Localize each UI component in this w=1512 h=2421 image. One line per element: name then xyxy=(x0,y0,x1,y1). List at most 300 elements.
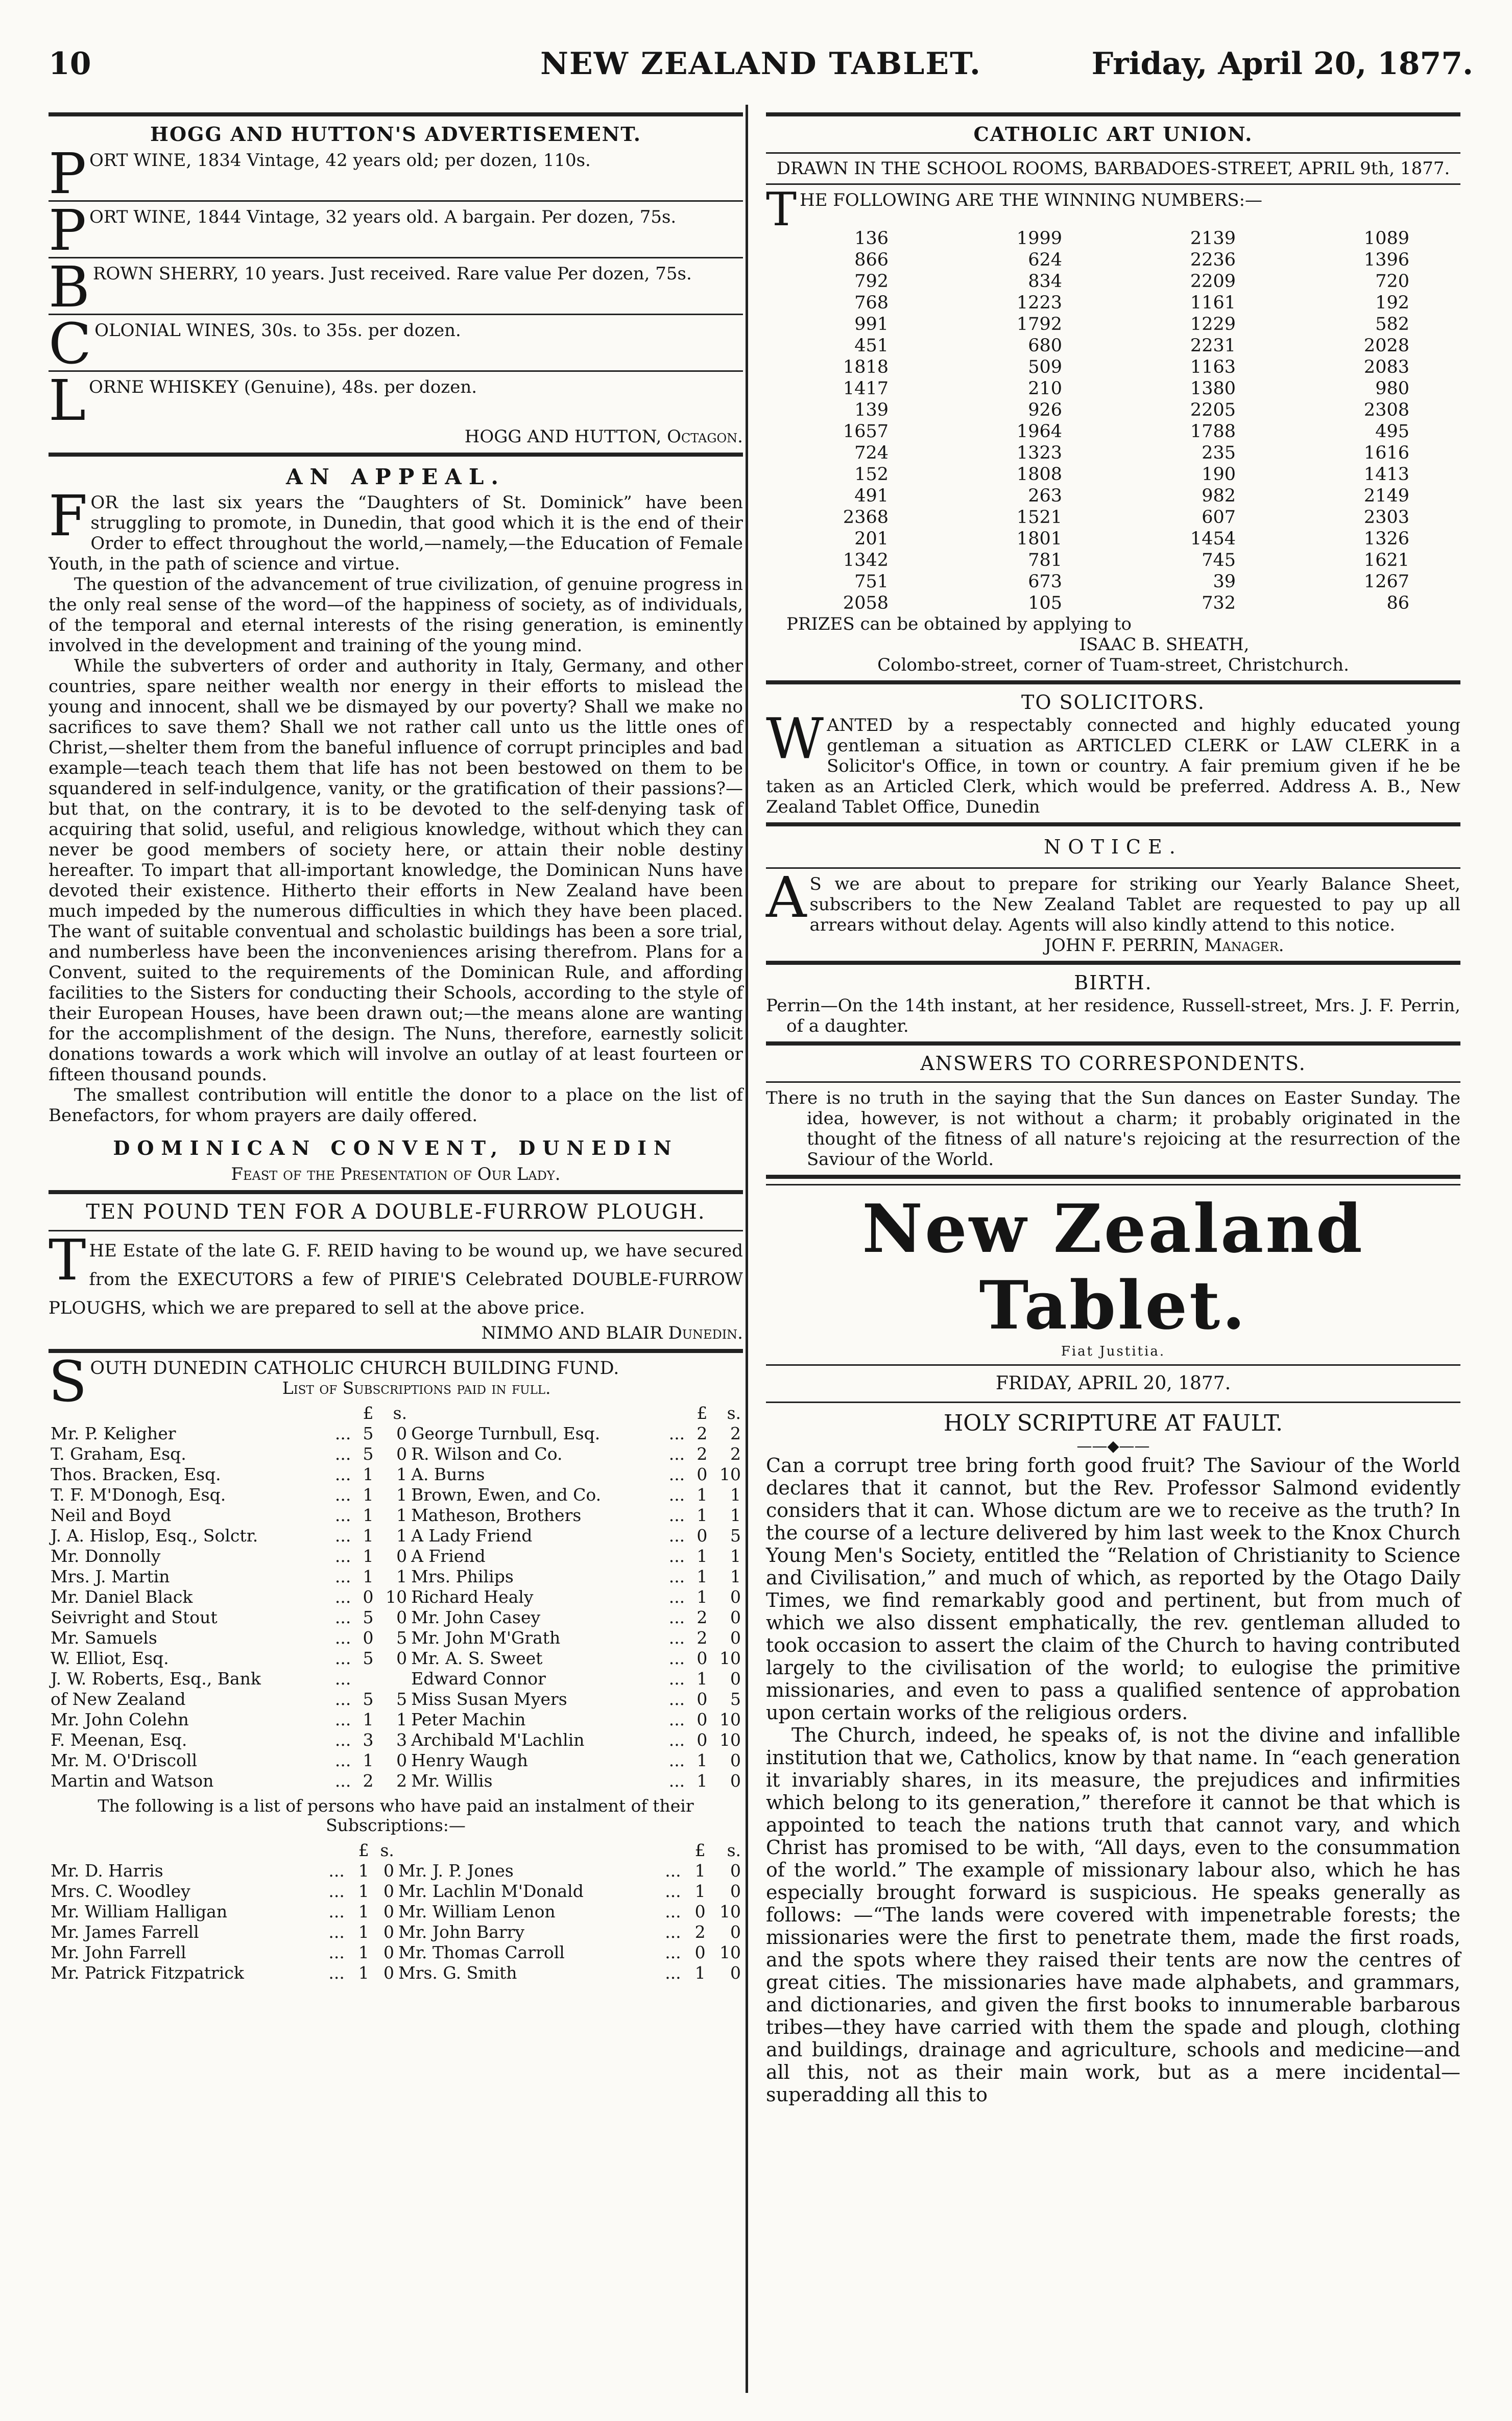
amount-pounds: 3 xyxy=(363,1730,374,1750)
subscriber-name: George Turnbull, Esq. xyxy=(411,1423,601,1443)
amount-shillings: 0 xyxy=(396,1546,407,1566)
subscriber-name: Mrs. J. Martin xyxy=(51,1566,170,1586)
winning-number: 451 xyxy=(854,336,889,356)
winning-number: 2231 xyxy=(1190,336,1236,356)
amount-shillings: 0 xyxy=(396,1423,407,1443)
ad-rule xyxy=(766,1402,1460,1403)
leader-dots: ... xyxy=(328,1881,345,1901)
hogg-hutton-advertisement xyxy=(49,122,743,447)
leader-dots: ... xyxy=(334,1648,351,1668)
subscriber-name: Peter Machin xyxy=(411,1710,526,1729)
table-row xyxy=(49,1423,743,1444)
amount-pounds: 2 xyxy=(697,1444,708,1464)
amount-shillings: 1 xyxy=(396,1464,407,1484)
winning-number: 1229 xyxy=(1190,314,1236,335)
amount-shillings: 1 xyxy=(730,1485,741,1505)
drop-cap: F xyxy=(49,483,88,549)
amount-shillings: 10 xyxy=(719,1942,741,1962)
page-header xyxy=(49,46,1473,94)
ad-port-1844 xyxy=(49,198,743,263)
leader-dots: ... xyxy=(668,1648,685,1668)
winning-number: 724 xyxy=(854,443,889,463)
leader-dots: ... xyxy=(328,1963,345,1983)
amount-pounds: 0 xyxy=(697,1689,708,1709)
winning-number: 1454 xyxy=(1190,529,1236,549)
subscriber-name: Mr. John Farrell xyxy=(51,1942,186,1962)
table-row xyxy=(766,507,1460,528)
leader-dots: ... xyxy=(665,1902,681,1921)
instalment-intro: The following is a list of persons who have paid an instalment of their Subscriptions:— xyxy=(98,1796,694,1835)
amount-shillings: 0 xyxy=(396,1607,407,1627)
leader-dots: ... xyxy=(334,1526,351,1546)
table-row xyxy=(49,1464,743,1485)
plough-advertisement xyxy=(49,1199,743,1344)
section-rule xyxy=(766,961,1460,965)
winning-number: 136 xyxy=(854,228,889,249)
amount-shillings: 0 xyxy=(396,1444,407,1464)
appeal-paragraph: The question of the advancement of true civilization, of genuine progress in the only real sense of the word—of the happiness of society, as of individuals, of the temporal and eternal interests of the rising generation, is eminently involved in the development and training of the young mind. xyxy=(49,574,743,656)
appeal-section xyxy=(49,462,743,1185)
table-row xyxy=(766,550,1460,571)
subscriber-name: Mr. John M'Grath xyxy=(411,1628,561,1648)
tablet-masthead: New Zealand Tablet. xyxy=(862,1190,1364,1344)
winning-number: 680 xyxy=(1028,336,1062,356)
drop-cap: L xyxy=(49,368,86,433)
table-row xyxy=(49,1750,743,1771)
winning-number: 673 xyxy=(1028,572,1062,592)
amount-shillings: 5 xyxy=(730,1689,741,1709)
right-column xyxy=(766,107,1460,2106)
page-number: 10 xyxy=(49,46,91,82)
table-row xyxy=(49,1444,743,1464)
prizes-text: PRIZES can be obtained by applying to xyxy=(786,614,1132,634)
amount-shillings: 5 xyxy=(730,1526,741,1546)
subscriber-name: Mr. John Casey xyxy=(411,1607,541,1627)
subscriber-name: of New Zealand xyxy=(51,1689,186,1709)
table-row xyxy=(49,1963,743,1983)
currency-header-row xyxy=(49,1840,743,1861)
subscriber-name: Mr. John Barry xyxy=(398,1922,525,1942)
amount-shillings: 1 xyxy=(396,1566,407,1586)
hogg-hutton-title: HOGG AND HUTTON'S ADVERTISEMENT. xyxy=(150,123,641,146)
winning-number: 39 xyxy=(1213,572,1236,592)
winning-number: 201 xyxy=(854,529,889,549)
leader-dots: ... xyxy=(668,1750,685,1770)
leader-dots: ... xyxy=(334,1628,351,1648)
winning-number: 1621 xyxy=(1363,550,1409,571)
subscriber-name: Mrs. C. Woodley xyxy=(51,1881,190,1901)
currency-shillings: s. xyxy=(393,1403,407,1423)
drop-cap: A xyxy=(766,865,807,930)
winning-number: 2236 xyxy=(1190,250,1236,270)
subscriber-name: R. Wilson and Co. xyxy=(411,1444,563,1464)
editorial-paragraph: The Church, indeed, he speaks of, is not the divine and infallible institution that we, Catholics, know by that name. In “each generation it invariably shares, in its measure, the prejudices and infirmities which belong to its generation,” therefore it cannot be that which is appointed to teach the nations truth that cannot vary, and which Christ has promised to be with, “All days, even to the consummation of the world.” The example of missionary labour also, which he has especially brought forward is suspicious. He speaks generally as follows: —“The lands were covered with impenetrable forests; the missionaries were the first to penetrate them, made the first roads, and the spots where they raised their tents are now the centres of great cities. The missionaries have made alphabets, and grammars, and dictionaries, and given the first books to innumerable barbarous tribes—they have carried with them the spade and plough, clothing and buildings, drainage and agriculture, schools and medicine—and all this, not as their main work, but as a mere incidental—superadding all this to xyxy=(766,1724,1460,2106)
leader-dots: ... xyxy=(668,1628,685,1648)
amount-shillings: 0 xyxy=(730,1669,741,1689)
table-row xyxy=(49,1902,743,1922)
amount-shillings: 0 xyxy=(730,1963,741,1983)
subscriber-name: Mr. Willis xyxy=(411,1771,493,1791)
amount-shillings: 1 xyxy=(730,1505,741,1525)
table-row xyxy=(766,378,1460,399)
winning-number: 1808 xyxy=(1016,464,1062,485)
winning-number: 1792 xyxy=(1016,314,1062,335)
winning-number: 866 xyxy=(854,250,889,270)
subscriber-name: Miss Susan Myers xyxy=(411,1689,567,1709)
leader-dots: ... xyxy=(668,1566,685,1586)
winning-number: 1163 xyxy=(1190,357,1236,377)
leader-dots: ... xyxy=(668,1485,685,1505)
winning-number: 2083 xyxy=(1363,357,1409,377)
amount-pounds: 0 xyxy=(363,1587,374,1607)
subscriber-name: A Lady Friend xyxy=(411,1526,533,1546)
subscriber-name: W. Elliot, Esq. xyxy=(51,1648,169,1668)
amount-pounds: 1 xyxy=(358,1861,369,1881)
appeal-feast: Feast of the Presentation of Our Lady. xyxy=(231,1164,561,1184)
leader-dots: ... xyxy=(668,1771,685,1791)
solicitors-section xyxy=(766,690,1460,817)
table-row xyxy=(766,357,1460,378)
ad-text: ORT WINE, 1844 Vintage, 32 years old. A bargain. Per dozen, 75s. xyxy=(89,207,677,227)
ad-text: OLONIAL WINES, 30s. to 35s. per dozen. xyxy=(94,320,461,341)
amount-pounds: 2 xyxy=(697,1607,708,1627)
subscriber-name: A Friend xyxy=(411,1546,486,1566)
winning-number: 139 xyxy=(854,400,889,420)
leader-dots: ... xyxy=(328,1942,345,1962)
leader-dots: ... xyxy=(334,1669,351,1689)
winning-number: 509 xyxy=(1028,357,1062,377)
header-rule xyxy=(49,112,743,116)
amount-shillings: 3 xyxy=(396,1730,407,1750)
table-row xyxy=(766,485,1460,507)
winning-number: 792 xyxy=(854,271,889,292)
table-row xyxy=(49,1922,743,1942)
ad-lorne-whiskey xyxy=(49,368,743,433)
table-row xyxy=(766,528,1460,550)
plough-signature: NIMMO AND BLAIR Dunedin. xyxy=(481,1323,743,1343)
amount-pounds: 1 xyxy=(363,1464,374,1484)
currency-pounds: £ xyxy=(363,1403,374,1423)
drop-cap: T xyxy=(766,183,797,236)
amount-shillings: 2 xyxy=(396,1771,407,1791)
winning-number: 1657 xyxy=(843,421,889,442)
amount-pounds: 0 xyxy=(694,1902,706,1921)
subscriber-name: J. A. Hislop, Esq., Solctr. xyxy=(51,1526,258,1546)
table-row xyxy=(49,1526,743,1546)
amount-shillings: 10 xyxy=(719,1710,741,1729)
table-row xyxy=(49,1710,743,1730)
amount-pounds: 1 xyxy=(358,1963,369,1983)
leader-dots: ... xyxy=(334,1730,351,1750)
subscriber-name: Neil and Boyd xyxy=(51,1505,172,1525)
hogg-hutton-signature: HOGG AND HUTTON, Octagon. xyxy=(464,426,743,447)
leader-dots: ... xyxy=(328,1902,345,1921)
winning-number: 1417 xyxy=(843,378,889,399)
tablet-date: FRIDAY, APRIL 20, 1877. xyxy=(995,1373,1231,1394)
subscriber-name: Matheson, Brothers xyxy=(411,1505,582,1525)
amount-pounds: 1 xyxy=(694,1963,706,1983)
amount-pounds: 0 xyxy=(697,1648,708,1668)
birth-title: BIRTH. xyxy=(1074,971,1153,994)
amount-pounds: 1 xyxy=(697,1750,708,1770)
winning-number: 1323 xyxy=(1016,443,1062,463)
section-rule xyxy=(766,822,1460,826)
table-row xyxy=(766,249,1460,271)
winning-number: 1326 xyxy=(1363,529,1409,549)
amount-shillings: 1 xyxy=(396,1485,407,1505)
table-row xyxy=(49,1771,743,1791)
drop-cap: B xyxy=(49,254,90,320)
amount-shillings: 0 xyxy=(730,1881,741,1901)
subscription-rows xyxy=(49,1423,743,1791)
amount-shillings: 2 xyxy=(730,1423,741,1443)
section-rule xyxy=(766,1184,1460,1185)
amount-shillings: 0 xyxy=(396,1750,407,1770)
amount-shillings: 0 xyxy=(383,1902,394,1921)
table-row xyxy=(49,1587,743,1607)
drop-cap: W xyxy=(766,706,824,771)
leader-dots: ... xyxy=(334,1423,351,1443)
winning-number: 1818 xyxy=(843,357,889,377)
ad-text: ORNE WHISKEY (Genuine), 48s. per dozen. xyxy=(89,377,477,397)
amount-shillings: 0 xyxy=(730,1607,741,1627)
solicitors-text: ANTED by a respectably connected and highly educated young gentleman a situation as ARTICLED CLERK or LAW CLERK in a Solicitor's Office, in town or country. A fair premium given if he be taken as an Articled Clerk, which would be preferred. Address A. B., New Zealand Tablet Office, Dunedin xyxy=(766,715,1460,817)
subscriber-name: Edward Connor xyxy=(411,1669,546,1689)
leader-dots: ... xyxy=(334,1587,351,1607)
amount-shillings: 0 xyxy=(730,1922,741,1942)
leader-dots: ... xyxy=(668,1526,685,1546)
amount-pounds: 1 xyxy=(363,1710,374,1729)
winning-number: 1396 xyxy=(1363,250,1409,270)
subscriber-name: Mrs. Philips xyxy=(411,1566,514,1586)
winning-number: 1161 xyxy=(1190,293,1236,313)
amount-pounds: 1 xyxy=(697,1485,708,1505)
winning-number: 2058 xyxy=(843,593,889,613)
leader-dots: ... xyxy=(668,1669,685,1689)
winning-number: 1521 xyxy=(1016,507,1062,528)
leader-dots: ... xyxy=(334,1444,351,1464)
appeal-paragraph: OR the last six years the “Daughters of St. Dominick” have been struggling to promote, in Dunedin, that good which it is the end of their Order to effect throughout the world,—namely,—the Education of Female Youth, in the path of science and virtue. xyxy=(49,492,743,574)
section-rule xyxy=(766,1041,1460,1046)
building-fund-section xyxy=(49,1349,743,1983)
leader-dots: ... xyxy=(668,1423,685,1443)
leader-dots: ... xyxy=(665,1942,681,1962)
ad-rule xyxy=(766,867,1460,869)
winning-number: 152 xyxy=(854,464,889,485)
amount-pounds: 0 xyxy=(694,1942,706,1962)
table-row xyxy=(49,1689,743,1710)
winning-numbers xyxy=(766,228,1460,614)
amount-shillings: 0 xyxy=(383,1963,394,1983)
ad-rule xyxy=(49,257,743,258)
winning-number: 768 xyxy=(854,293,889,313)
amount-pounds: 1 xyxy=(363,1546,374,1566)
amount-pounds: 1 xyxy=(697,1771,708,1791)
leader-dots: ... xyxy=(334,1546,351,1566)
amount-pounds: 1 xyxy=(358,1922,369,1942)
ad-text: ROWN SHERRY, 10 years. Just received. Rare value Per dozen, 75s. xyxy=(92,264,692,284)
subscriber-name: Mr. Samuels xyxy=(51,1628,157,1648)
winning-number: 2139 xyxy=(1190,228,1236,249)
ad-port-1834 xyxy=(49,141,743,206)
section-rule xyxy=(766,680,1460,684)
amount-shillings: 10 xyxy=(719,1464,741,1484)
subscriber-name: Seivright and Stout xyxy=(51,1607,218,1627)
amount-pounds: 0 xyxy=(697,1526,708,1546)
subscriber-name: Mr. Lachlin M'Donald xyxy=(398,1881,584,1901)
amount-pounds: 2 xyxy=(694,1922,706,1942)
winning-number: 495 xyxy=(1375,421,1409,442)
winning-number: 1413 xyxy=(1363,464,1409,485)
subscriber-name: Mr. M. O'Driscoll xyxy=(51,1750,197,1770)
amount-pounds: 1 xyxy=(694,1861,706,1881)
amount-shillings: 0 xyxy=(730,1771,741,1791)
amount-shillings: 0 xyxy=(730,1861,741,1881)
leader-dots: ... xyxy=(668,1710,685,1729)
leader-dots: ... xyxy=(668,1505,685,1525)
notice-section xyxy=(766,832,1460,956)
table-row xyxy=(766,228,1460,249)
amount-shillings: 10 xyxy=(386,1587,407,1607)
leader-dots: ... xyxy=(665,1963,681,1983)
building-fund-subtitle: List of Subscriptions paid in full. xyxy=(282,1378,551,1398)
notice-text: S we are about to prepare for striking our Yearly Balance Sheet, subscribers to the New Zealand Tablet are requested to pay up all arrears without delay. Agents will also kindly attend to this notice. xyxy=(809,874,1460,935)
ad-colonial-wines xyxy=(49,311,743,376)
winning-number: 926 xyxy=(1028,400,1062,420)
leader-dots: ... xyxy=(334,1750,351,1770)
currency-shillings: s. xyxy=(380,1840,394,1860)
amount-pounds: 1 xyxy=(697,1546,708,1566)
drop-cap: C xyxy=(49,311,92,376)
amount-shillings: 1 xyxy=(396,1505,407,1525)
table-row xyxy=(766,464,1460,485)
amount-shillings: 5 xyxy=(396,1689,407,1709)
amount-shillings: 5 xyxy=(396,1628,407,1648)
table-row xyxy=(49,1607,743,1628)
winning-number: 781 xyxy=(1028,550,1062,571)
table-row xyxy=(49,1485,743,1505)
appeal-signature: DOMINICAN CONVENT, DUNEDIN xyxy=(113,1136,679,1159)
subscriber-name: T. F. M'Donogh, Esq. xyxy=(51,1485,226,1505)
winning-number: 2209 xyxy=(1190,271,1236,292)
leader-dots: ... xyxy=(328,1922,345,1942)
winning-number: 491 xyxy=(854,486,889,506)
subscriber-name: Archibald M'Lachlin xyxy=(411,1730,585,1750)
winning-number: 751 xyxy=(854,572,889,592)
winning-number: 607 xyxy=(1202,507,1236,528)
leader-dots: ... xyxy=(334,1607,351,1627)
amount-pounds: 1 xyxy=(697,1669,708,1689)
table-row xyxy=(766,335,1460,357)
winning-number: 1380 xyxy=(1190,378,1236,399)
title-ornament: ——◆—— xyxy=(1076,1437,1150,1455)
winning-number: 720 xyxy=(1375,271,1409,292)
subscriber-name: F. Meenan, Esq. xyxy=(51,1730,187,1750)
winning-number: 210 xyxy=(1028,378,1062,399)
winning-number: 1999 xyxy=(1016,228,1062,249)
amount-shillings: 0 xyxy=(730,1750,741,1770)
header-rule xyxy=(766,112,1460,116)
currency-header-row xyxy=(49,1403,743,1423)
winning-number: 1267 xyxy=(1363,572,1409,592)
amount-shillings: 0 xyxy=(383,1881,394,1901)
winning-number: 1342 xyxy=(843,550,889,571)
table-row xyxy=(49,1881,743,1902)
column-divider xyxy=(746,105,748,2393)
amount-pounds: 1 xyxy=(363,1526,374,1546)
winning-numbers-table xyxy=(766,228,1460,614)
answers-text: There is no truth in the saying that the Sun dances on Easter Sunday. The idea, however, is not without a charm; it probably originated in the thought of the fitness of all nature's rejoicing at the resurrection of the Saviour of the World. xyxy=(766,1088,1460,1170)
winning-number: 2028 xyxy=(1363,336,1409,356)
appeal-paragraph: While the subverters of order and authority in Italy, Germany, and other countries, spare neither wealth nor energy in their efforts to mislead the young and innocent, shall we be dismayed by our poverty? Shall we make no sacrifices to save them? Shall we not rather call unto us the little ones of Christ,—shelter them from the baneful influence of corrupt principles and bad example—teach teach them that life has not been bestowed on them to be squandered in self-indulgence, vanity, or the gratification of their passions?—but that, on the contrary, it is to be devoted to the self-denying task of acquiring that solid, useful, and religious knowledge, without which they can never be good members of society here, or attain their noble destiny hereafter. To impart that all-important knowledge, the Dominican Nuns have devoted their existence. Hitherto their efforts in New Zealand have been much impeded by the numerous difficulties in which they have been placed. The want of suitable conventual and scholastic buildings has been a sore trial, and numberless have been the inconveniences arising therefrom. Plans for a Convent, suited to the requirements of the Dominican Rule, and affording facilities to the Sisters for conducting their Schools, according to the style of their European Houses, have been drawn out;—the means alone are wanting for the accomplishment of the design. The Nuns, therefore, earnestly solicit donations towards a work which will involve an outlay of at least fourteen or fifteen thousand pounds. xyxy=(49,656,743,1085)
ad-rule xyxy=(49,370,743,372)
subscriber-name: Mr. William Halligan xyxy=(51,1902,228,1921)
amount-pounds: 0 xyxy=(697,1464,708,1484)
amount-shillings: 0 xyxy=(396,1648,407,1668)
notice-signature: JOHN F. PERRIN, Manager. xyxy=(1044,935,1284,956)
subscriber-name: Brown, Ewen, and Co. xyxy=(411,1485,602,1505)
amount-pounds: 2 xyxy=(697,1423,708,1443)
leader-dots: ... xyxy=(668,1464,685,1484)
winning-number: 1616 xyxy=(1363,443,1409,463)
answers-title: ANSWERS TO CORRESPONDENTS. xyxy=(920,1052,1306,1075)
winning-number: 2368 xyxy=(843,507,889,528)
winning-number: 1223 xyxy=(1016,293,1062,313)
subscriber-name: Mr. Donnolly xyxy=(51,1546,161,1566)
table-row xyxy=(49,1566,743,1587)
subscriber-name: Mr. Daniel Black xyxy=(51,1587,193,1607)
amount-shillings: 1 xyxy=(730,1566,741,1586)
section-rule xyxy=(766,1175,1460,1179)
prize-agent: ISAAC B. SHEATH, xyxy=(1079,634,1250,655)
leader-dots: ... xyxy=(665,1861,681,1881)
section-rule xyxy=(49,453,743,457)
editorial-paragraph: Can a corrupt tree bring forth good fruit? The Saviour of the World declares that it cannot, but the Rev. Professor Salmond evidently considers that it can. Whose dictum are we to receive as the truth? In the course of a lecture delivered by him last week to the Knox Church Young Men's Society, entitled the “Relation of Christianity to Science and Civilisation,” and much of which, as reported by the Otago Daily Times, we find remarkably good and pertinent, but from much of which we also dissent emphatically, the rev. gentleman alluded to took occasion to assert the claim of the Church to having contributed largely to the civilisation of the world; to eulogise the primitive missionaries, and even to pass a qualified sentence of approbation upon certain works of the religious orders. xyxy=(766,1454,1460,1724)
birth-section xyxy=(766,970,1460,1036)
winning-number: 192 xyxy=(1375,293,1409,313)
leader-dots: ... xyxy=(334,1505,351,1525)
leader-dots: ... xyxy=(665,1881,681,1901)
currency-shillings: s. xyxy=(727,1403,741,1423)
winning-number: 982 xyxy=(1202,486,1236,506)
leader-dots: ... xyxy=(668,1689,685,1709)
amount-pounds: 1 xyxy=(358,1902,369,1921)
editorial-title: HOLY SCRIPTURE AT FAULT. xyxy=(943,1410,1283,1436)
winning-number: 1089 xyxy=(1363,228,1409,249)
amount-pounds xyxy=(356,1669,376,1689)
table-row xyxy=(766,399,1460,421)
winning-number: 1964 xyxy=(1016,421,1062,442)
subscriber-name: Mr. D. Harris xyxy=(51,1861,163,1881)
winning-number: 834 xyxy=(1028,271,1062,292)
table-row xyxy=(766,571,1460,592)
leader-dots: ... xyxy=(334,1771,351,1791)
currency-shillings: s. xyxy=(727,1840,741,1860)
subscriber-name: A. Burns xyxy=(411,1464,485,1484)
amount-shillings: 10 xyxy=(719,1730,741,1750)
drop-cap: P xyxy=(49,141,87,206)
winning-number: 991 xyxy=(854,314,889,335)
amount-pounds: 2 xyxy=(363,1771,374,1791)
left-column xyxy=(49,107,743,1983)
leader-dots: ... xyxy=(328,1861,345,1881)
table-row xyxy=(766,592,1460,614)
leader-dots: ... xyxy=(334,1710,351,1729)
amount-pounds: 0 xyxy=(697,1710,708,1729)
table-row xyxy=(49,1546,743,1566)
subscriber-name: Mrs. G. Smith xyxy=(398,1963,517,1983)
table-row xyxy=(49,1669,743,1689)
